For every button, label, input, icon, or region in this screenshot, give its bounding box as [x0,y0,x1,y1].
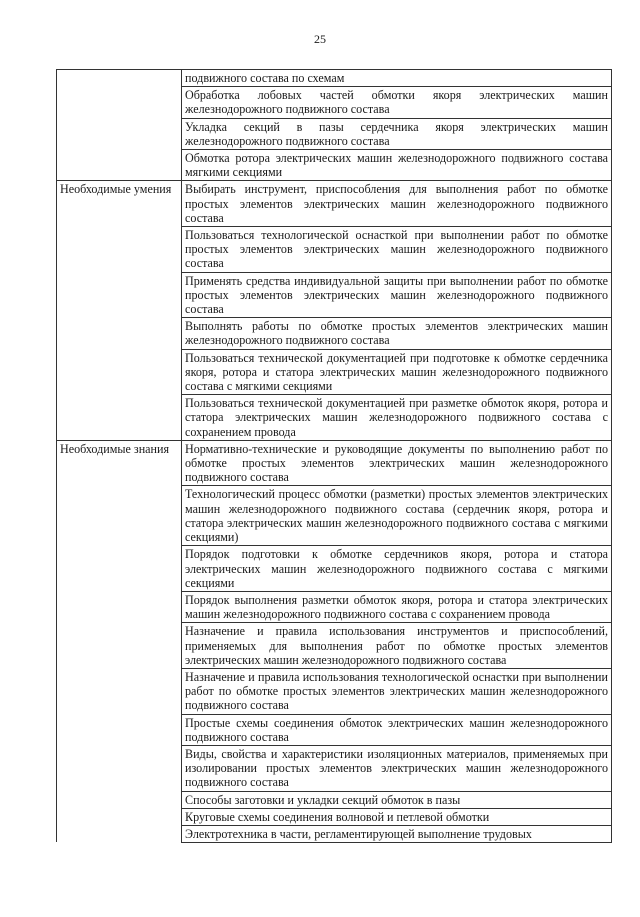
list-item [182,825,612,842]
list-item: Порядок подготовки к обмотке сердечников якоря, ротора и статора электрических машин железнодорожного подвижного состава с мягкими секциями [182,546,612,592]
list-item: Виды, свойства и характеристики изоляционных материалов, применяемых при изолировании простых элементов электрических машин железнодорожного подвижного состава [182,745,612,791]
list-item: Выбирать инструмент, приспособления для выполнения работ по обмотке простых элементов электрических машин железнодорожного подвижного состава [182,181,612,227]
list-item: Обработка лобовых частей обмотки якоря электрических машин железнодорожного подвижного состава [182,87,612,118]
table-row [57,181,612,227]
list-item: Укладка секций в пазы сердечника якоря электрических машин железнодорожного подвижного состава [182,118,612,149]
list-item: Способы заготовки и укладки секций обмоток в пазы [182,791,612,808]
list-item: Назначение и правила использования технологической оснастки при выполнении работ по обмотке простых элементов электрических машин железнодорожного подвижного состава [182,668,612,714]
list-item: Пользоваться технической документацией при подготовке к обмотке сердечника якоря, ротора и статора электрических машин железнодорожного подвижного состава с мягкими секциями [182,349,612,395]
list-item: Технологический процесс обмотки (разметки) простых элементов электрических машин железнодорожного подвижного состава (сердечник якоря, ротора и статора электрических машин железнодорожного подвижного состава с мягкими секциями) [182,486,612,546]
list-item: подвижного состава по схемам [182,70,612,87]
list-item: Пользоваться технологической оснасткой при выполнении работ по обмотке простых элементов электрических машин железнодорожного подвижного состава [182,227,612,273]
section-label-skills: Необходимые умения [57,181,182,440]
list-item: Пользоваться технической документацией при разметке обмоток якоря, ротора и статора электрических машин железнодорожного подвижного состава с сохранением провода [182,395,612,441]
table-row [57,440,612,486]
table-row [57,70,612,87]
page-number: 25 [314,32,326,46]
list-item: Порядок выполнения разметки обмоток якоря, ротора и статора электрических машин железнодорожного подвижного состава с сохранением провода [182,591,612,622]
list-item: Нормативно-технические и руководящие документы по выполнению работ по обмотке простых элементов электрических машин железнодорожного подвижного состава [182,440,612,486]
list-item: Выполнять работы по обмотке простых элементов электрических машин железнодорожного подвижного состава [182,318,612,349]
list-item-text: Электротехника в части, регламентирующей выполнение трудовых [185,826,532,841]
list-item: Назначение и правила использования инструментов и приспособлений, применяемых для выполнения работ по обмотке простых элементов электрических машин железнодорожного подвижного состава [182,623,612,669]
list-item: Простые схемы соединения обмоток электрических машин железнодорожного подвижного состава [182,714,612,745]
section-label-knowledge: Необходимые знания [57,440,182,842]
list-item: Применять средства индивидуальной защиты при выполнении работ по обмотке простых элементов электрических машин железнодорожного подвижного состава [182,272,612,318]
section-label [57,70,182,181]
list-item: Обмотка ротора электрических машин железнодорожного подвижного состава мягкими секциями [182,150,612,181]
list-item: Круговые схемы соединения волновой и петлевой обмотки [182,808,612,825]
competency-table [56,69,612,843]
